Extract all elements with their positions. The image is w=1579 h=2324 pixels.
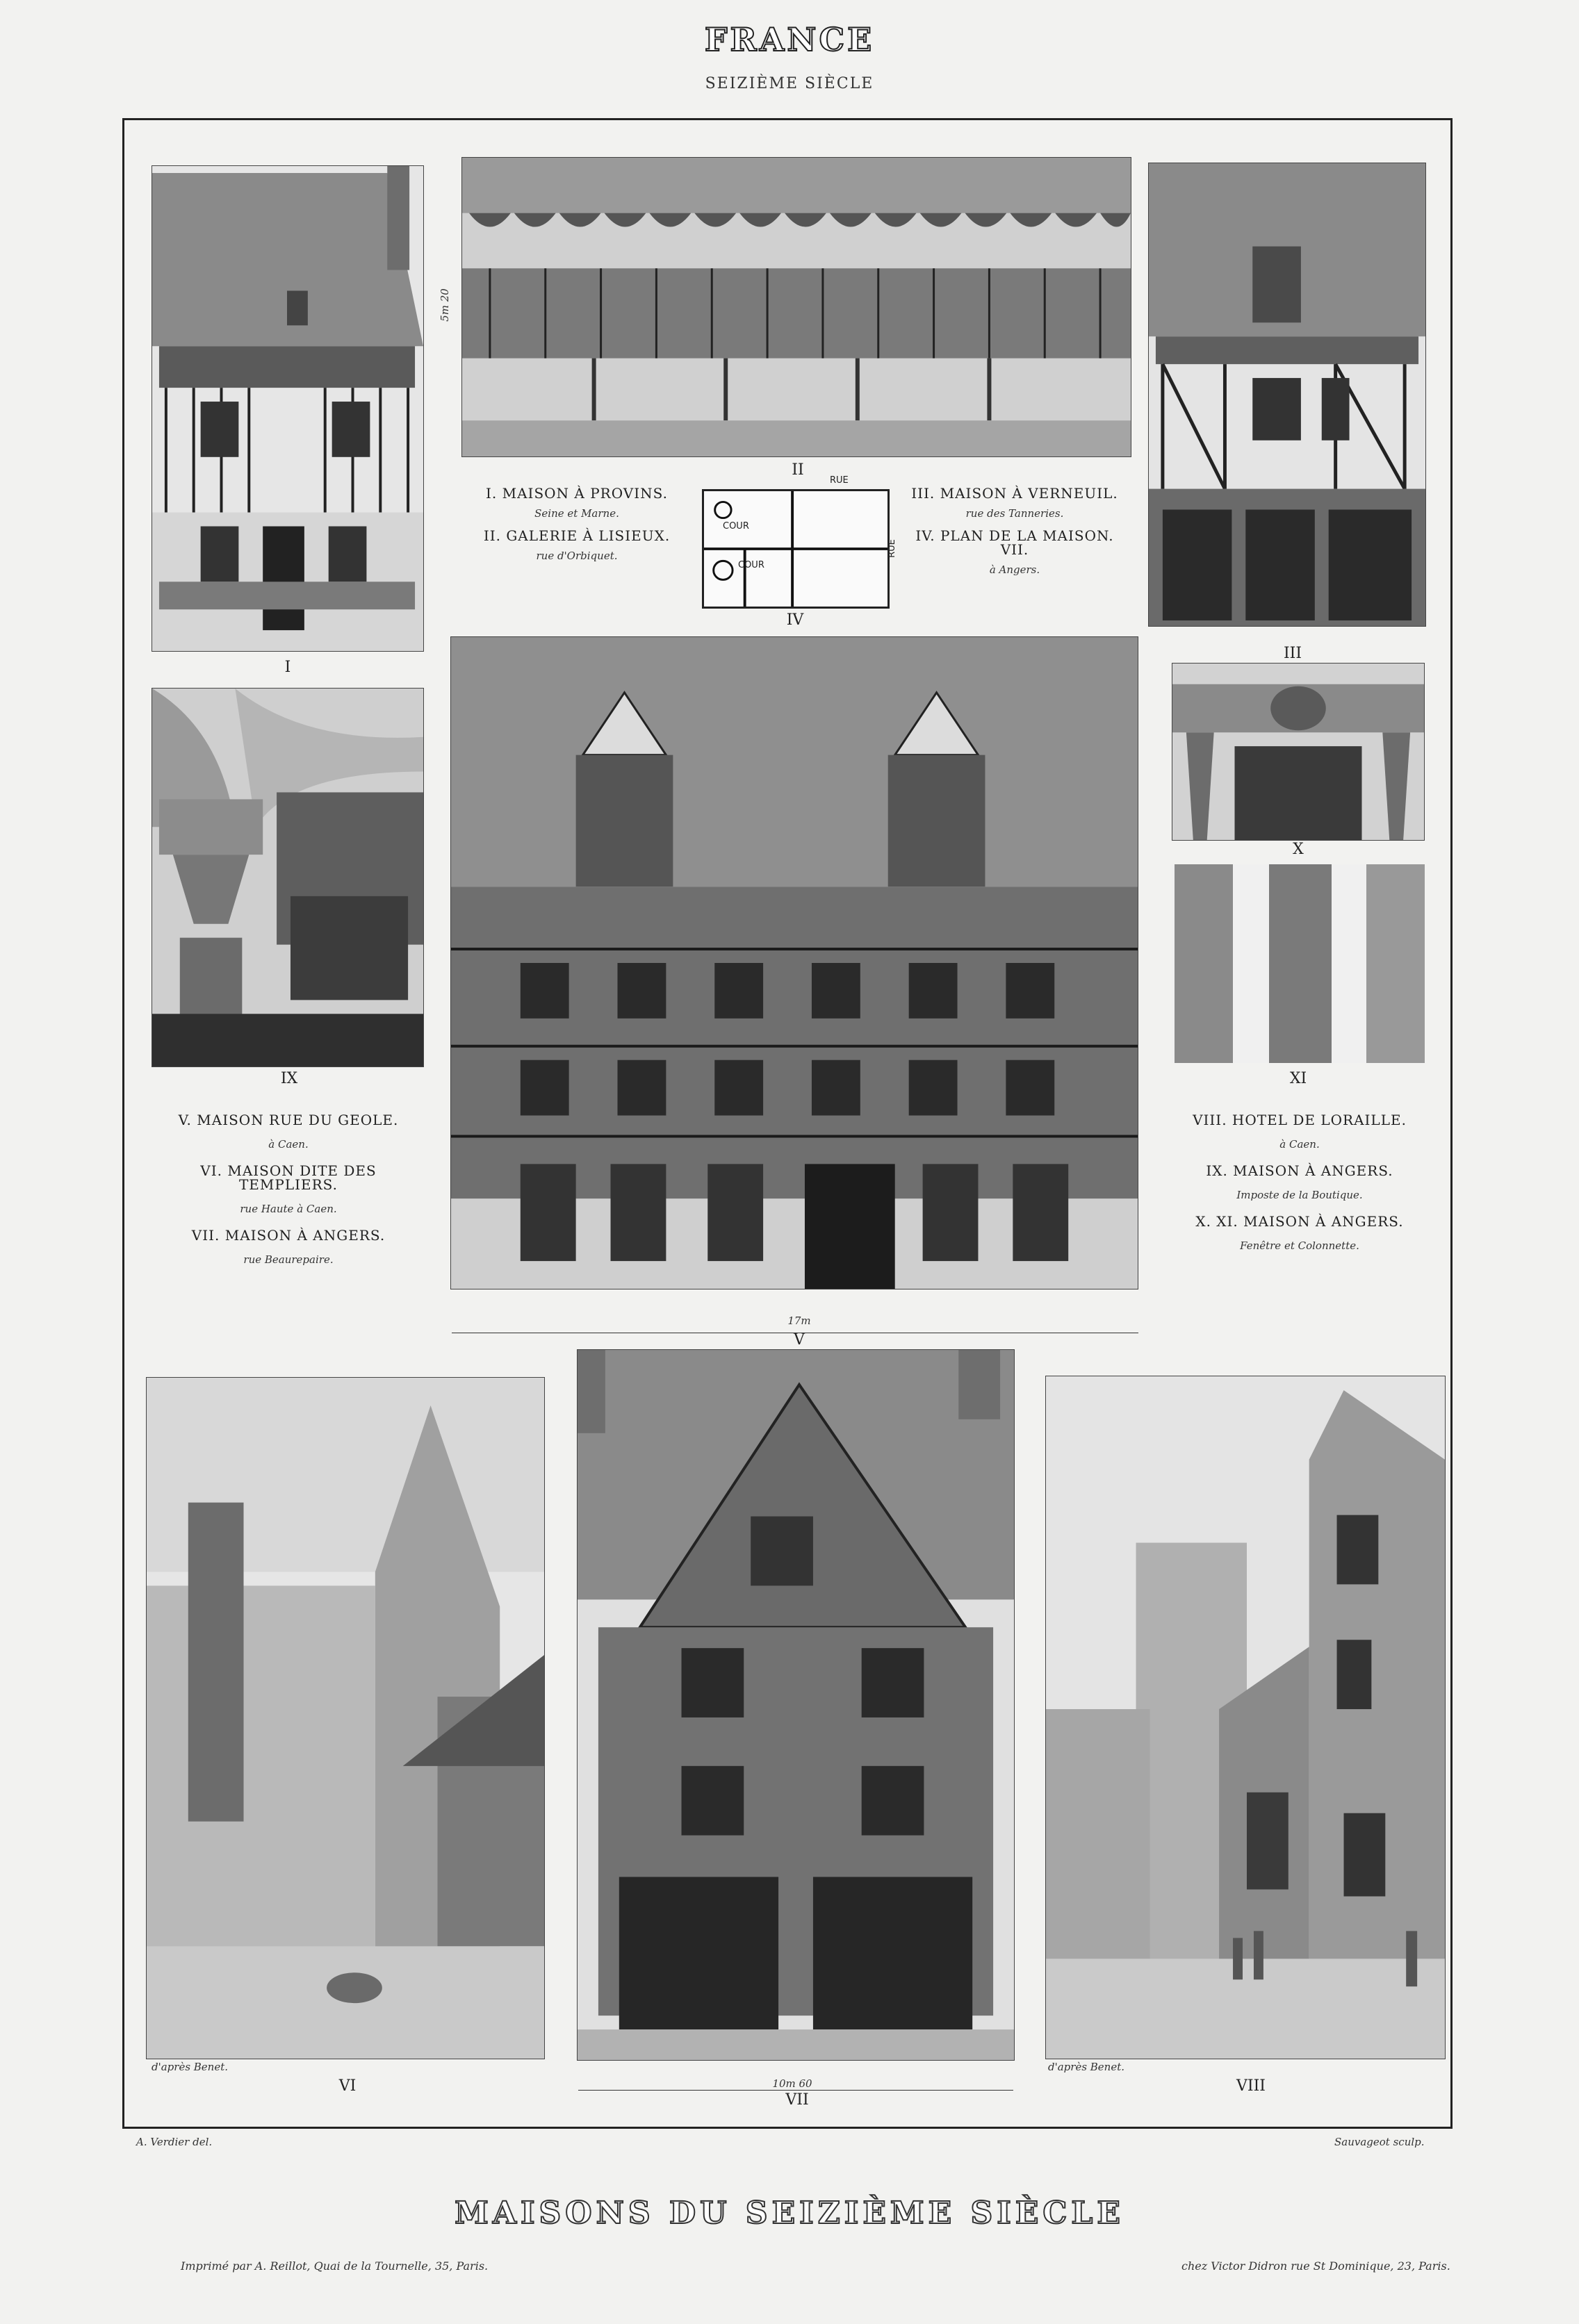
caption-viii-location: à Caen.: [1279, 1138, 1320, 1151]
plate-main-title: MAISONS DU SEIZIÈME SIÈCLE: [455, 2195, 1124, 2231]
page-subtitle: SEIZIÈME SIÈCLE: [705, 75, 874, 92]
caption-ii-title: II. GALERIE À LISIEUX.: [483, 527, 671, 544]
plate-ix-image: [152, 688, 424, 1067]
caption-i-location: Seine et Marne.: [534, 507, 619, 520]
captions-mid-left: [153, 1113, 424, 1265]
plate-vii-dimension-line: [578, 2090, 1013, 2091]
plate-v-image: [450, 636, 1138, 1289]
plate-vii-image: [577, 1349, 1015, 2061]
plate-iii-image: [1148, 163, 1426, 627]
captions-mid-right: [1168, 1113, 1432, 1251]
plate-ii-image: [461, 157, 1131, 457]
caption-x-xi-location: Fenêtre et Colonnette.: [1240, 1239, 1359, 1252]
caption-ii-location: rue d'Orbiquet.: [536, 550, 618, 562]
plate-ix-number: IX: [280, 1070, 298, 1087]
plate-vii-dimension: 10m 60: [772, 2077, 812, 2090]
imprint-left: Imprimé par A. Reillot, Quai de la Tournelle, 35, Paris.: [181, 2259, 489, 2273]
caption-vii-title: VII. MAISON À ANGERS.: [191, 1227, 386, 1244]
plate-vi-credit: d'après Benet.: [152, 2061, 229, 2073]
plate-vii-number: VII: [785, 2091, 809, 2109]
page-title: FRANCE: [704, 21, 875, 58]
caption-vi-title: VI. MAISON DITE DES TEMPLIERS.: [200, 1162, 377, 1193]
drawn-credit: A. Verdier del.: [136, 2136, 213, 2148]
caption-iv-location: à Angers.: [989, 563, 1040, 576]
caption-ix-title: IX. MAISON À ANGERS.: [1206, 1162, 1393, 1179]
plan-label-rue-side: RUE: [886, 539, 897, 558]
plate-v-number: V: [794, 1331, 805, 1349]
plan-label-cour-1: COUR: [723, 521, 749, 531]
plate-viii-credit: d'après Benet.: [1048, 2061, 1125, 2073]
caption-ix-location: Imposte de la Boutique.: [1236, 1189, 1363, 1201]
plate-vi-number: VI: [338, 2077, 357, 2095]
engraved-credit: Sauvageot sculp.: [1334, 2136, 1425, 2148]
plate-x-image: [1172, 663, 1425, 841]
plate-v-dimension: 17m: [787, 1315, 811, 1327]
plan-label-cour-2: COUR: [738, 560, 764, 570]
plate-iii-number: III: [1283, 645, 1302, 662]
captions-top-left: [473, 486, 681, 561]
plate-iv-number: IV: [786, 611, 804, 629]
caption-v-location: à Caen.: [268, 1138, 309, 1151]
plate-iv-plan: [702, 489, 890, 609]
plate-i-image: [152, 165, 424, 652]
plate-x-number: X: [1293, 841, 1304, 858]
plan-label-rue-top: RUE: [830, 475, 849, 486]
plate-viii-number: VIII: [1236, 2077, 1266, 2095]
caption-iii-title: III. MAISON À VERNEUIL.: [911, 485, 1118, 502]
plate-xi-number: XI: [1289, 1070, 1307, 1087]
caption-x-xi-title: X. XI. MAISON À ANGERS.: [1195, 1213, 1404, 1230]
plate-vi-image: [146, 1377, 545, 2059]
captions-top-right: [903, 486, 1126, 575]
plate-ii-dimension: 5m 20: [438, 288, 451, 322]
caption-vi-location: rue Haute à Caen.: [240, 1203, 337, 1215]
plate-ii-number: II: [792, 461, 804, 479]
plate-i-number: I: [284, 659, 291, 676]
caption-iv-title: IV. PLAN DE LA MAISON. VII.: [915, 527, 1114, 558]
caption-iii-location: rue des Tanneries.: [965, 507, 1064, 520]
plate-viii-image: [1045, 1376, 1446, 2059]
imprint-right: chez Victor Didron rue St Dominique, 23, Paris.: [1181, 2259, 1450, 2273]
caption-v-title: V. MAISON RUE DU GEOLE.: [178, 1112, 399, 1128]
plate-xi-image: [1172, 864, 1425, 1063]
caption-i-title: I. MAISON À PROVINS.: [486, 485, 668, 502]
caption-vii-location: rue Beaurepaire.: [243, 1253, 334, 1266]
caption-viii-title: VIII. HOTEL DE LORAILLE.: [1193, 1112, 1407, 1128]
